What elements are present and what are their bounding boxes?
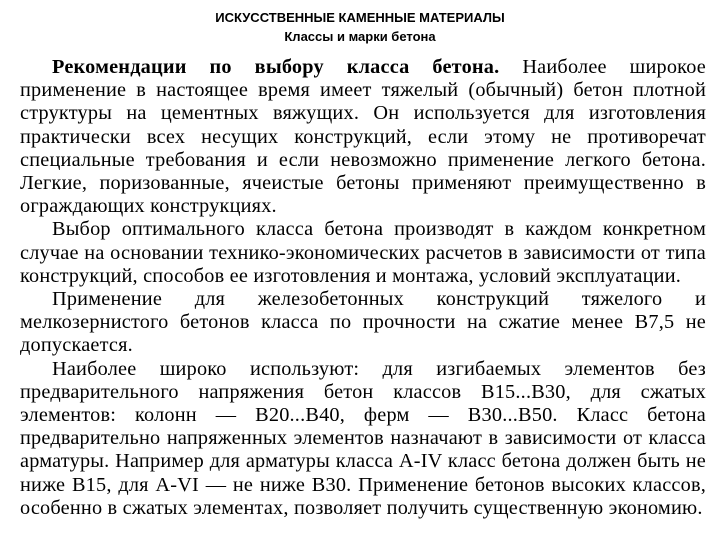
paragraph-b75-restriction: Применение для железобетонных конструкций тяжелого и мелкозернистого бетонов класса по прочности на сжатие менее В7,5 не допускается. [20, 288, 706, 357]
slide-title: ИСКУССТВЕННЫЕ КАМЕННЫЕ МАТЕРИАЛЫ [215, 10, 505, 25]
paragraph-body: Наиболее широкое применение в настоящее время имеет тяжелый (обычный) бетон плотной структуры на цементных вяжущих. Он используется для изготовления практически всех несущих конструкций, если этому не противоречат специальные требования и если невозможно применение легкого бетона. Легкие, поризованные, ячеистые бетоны применяют преимущественно в ограждающих конструкциях. [20, 56, 706, 218]
paragraph-optimal-class: Выбор оптимального класса бетона производят в каждом конкретном случае на основании технико-экономических расчетов в зависимости от типа конструкций, способов ее изготовления и монтажа, условий эксплуатации. [20, 218, 706, 287]
slide-subtitle: Классы и марки бетона [284, 29, 436, 44]
paragraph-class-usage: Наиболее широко используют: для изгибаемых элементов без предварительного напряжения бетон классов В15...В30, для сжатых элементов: колонн — В20...В40, ферм — В30...В50. Класс бетона предварительно напряженных элементов назначают в зависимости от класса арматуры. Например для арматуры класса A-IV класс бетона должен быть не ниже В15, для A-VI — не ниже В30. Применение бетонов высоких классов, особенно в сжатых элементах, позволяет получить существенную экономию. [20, 357, 706, 519]
paragraph-lead: Рекомендации по выбору класса бетона. [52, 56, 500, 78]
paragraph-recommendations [20, 56, 706, 218]
scanned-text-block [20, 56, 706, 520]
slide-header [0, 8, 720, 46]
